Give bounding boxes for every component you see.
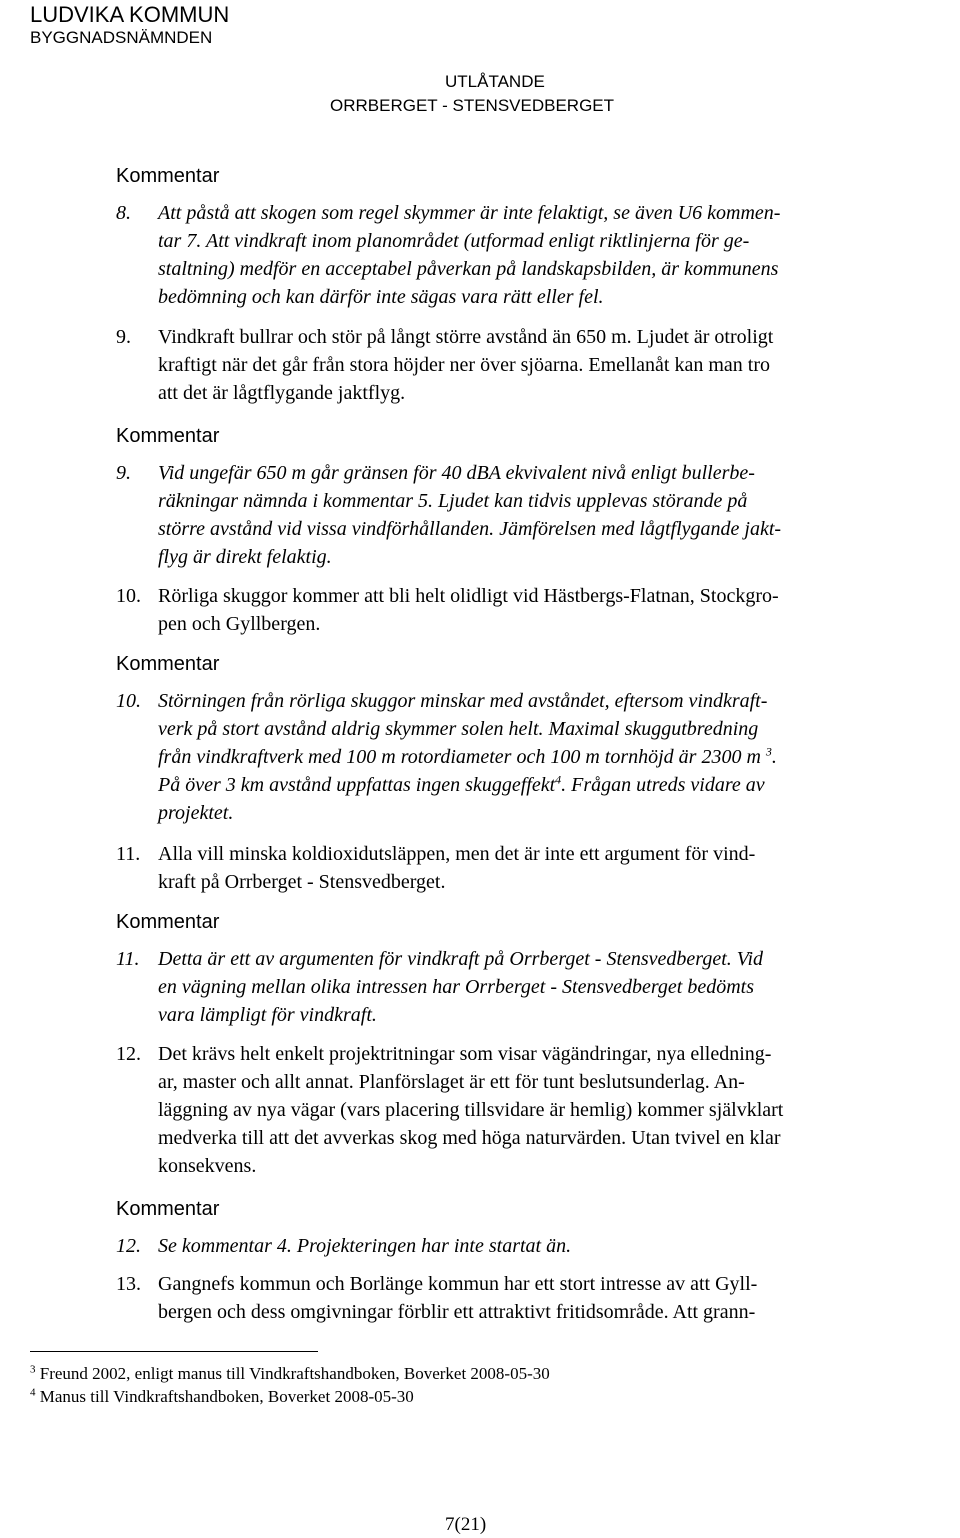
footnote-text: Manus till Vindkraftshandboken, Boverket 2008-05-30 <box>35 1387 414 1406</box>
item-10 <box>116 582 916 638</box>
text-line: Att påstå att skogen som regel skymmer är inte felaktigt, se även U6 kommen- <box>158 202 781 224</box>
footnote-number: 4 <box>30 1386 36 1399</box>
item-number: 13. <box>116 1273 141 1295</box>
item-number: 10. <box>116 585 141 607</box>
text-line: Störningen från rörliga skuggor minskar med avståndet, eftersom vindkraft- <box>158 690 768 712</box>
item-number: 11. <box>116 948 140 970</box>
page-number: 7(21) <box>445 1514 487 1535</box>
text-line: bedömning och kan därför inte sägas vara rätt eller fel. <box>158 286 604 308</box>
footnote <box>30 1387 414 1407</box>
line-text: . <box>771 746 777 768</box>
text-line: verk på stort avstånd aldrig skymmer solen helt. Maximal skuggutbredning <box>158 718 759 740</box>
item-number: 12. <box>116 1043 141 1065</box>
text-line: pen och Gyllbergen. <box>158 613 321 635</box>
text-line: Vid ungefär 650 m går gränsen för 40 dBA ekvivalent nivå enligt bullerbe- <box>158 462 755 484</box>
footnote <box>30 1364 550 1384</box>
comment-12 <box>116 1232 916 1260</box>
text-line: vara lämpligt för vindkraft. <box>158 1004 377 1026</box>
comment-10 <box>116 687 916 827</box>
text-line: Alla vill minska koldioxidutsläppen, men det är inte ett argument för vind- <box>158 843 756 865</box>
text-line: ar, master och allt annat. Planförslaget är ett för tunt beslutsunderlag. An- <box>158 1071 745 1093</box>
text-line: större avstånd vid vissa vindförhållanden. Jämförelsen med lågtflygande jakt- <box>158 518 782 540</box>
text-line: staltning) medför en acceptabel påverkan på landskapsbilden, är kommunens <box>158 258 779 280</box>
item-13 <box>116 1270 916 1326</box>
kommentar-heading: Kommentar <box>116 165 220 187</box>
text-line: Se kommentar 4. Projekteringen har inte startat än. <box>158 1235 572 1257</box>
item-number: 12. <box>116 1235 141 1257</box>
document-type: UTLÅTANDE <box>445 72 545 91</box>
department-name: BYGGNADSNÄMNDEN <box>30 28 213 47</box>
comment-9 <box>116 459 916 571</box>
text-line: läggning av nya vägar (vars placering tillsvidare är hemlig) kommer självklart <box>158 1099 784 1121</box>
text-line: att det är lågtflygande jaktflyg. <box>158 382 406 404</box>
text-line <box>158 743 916 771</box>
kommentar-heading: Kommentar <box>116 653 220 675</box>
item-number: 9. <box>116 462 131 484</box>
text-line: Detta är ett av argumenten för vindkraft på Orrberget - Stensvedberget. Vid <box>158 948 764 970</box>
item-9 <box>116 323 916 407</box>
text-line: kraftigt när det går från stora höjder ner över sjöarna. Emellanåt kan man tro <box>158 354 770 376</box>
text-line: tar 7. Att vindkraft inom planområdet (utformad enligt riktlinjerna för ge- <box>158 230 750 252</box>
organization-name: LUDVIKA KOMMUN <box>30 2 230 27</box>
text-line: bergen och dess omgivningar förblir ett attraktivt fritidsområde. Att grann- <box>158 1301 756 1323</box>
comment-8 <box>116 199 916 311</box>
item-number: 9. <box>116 326 131 348</box>
item-number: 8. <box>116 202 131 224</box>
text-line: konsekvens. <box>158 1155 257 1177</box>
item-11 <box>116 840 916 896</box>
footnote-separator <box>30 1351 318 1352</box>
kommentar-heading: Kommentar <box>116 1198 220 1220</box>
text-line: medverka till att det avverkas skog med höga naturvärden. Utan tvivel en klar <box>158 1127 781 1149</box>
item-number: 11. <box>116 843 141 865</box>
text-line: flyg är direkt felaktig. <box>158 546 332 568</box>
kommentar-heading: Kommentar <box>116 911 220 933</box>
text-line <box>158 771 916 799</box>
item-12 <box>116 1040 916 1180</box>
line-text: . Frågan utreds vidare av <box>561 774 765 796</box>
text-line: Det krävs helt enkelt projektritningar som visar vägändringar, nya elledning- <box>158 1043 772 1065</box>
text-line: en vägning mellan olika intressen har Orrberget - Stensvedberget bedömts <box>158 976 754 998</box>
footnote-number: 3 <box>30 1363 36 1376</box>
footnote-text: Freund 2002, enligt manus till Vindkraftshandboken, Boverket 2008-05-30 <box>35 1364 550 1383</box>
text-line: kraft på Orrberget - Stensvedberget. <box>158 871 446 893</box>
document-subject: ORRBERGET - STENSVEDBERGET <box>330 96 615 115</box>
line-text: På över 3 km avstånd uppfattas ingen skuggeffekt <box>158 774 556 796</box>
text-line: Vindkraft bullrar och stör på långt större avstånd än 650 m. Ljudet är otroligt <box>158 326 774 348</box>
text-line: projektet. <box>158 802 234 824</box>
kommentar-heading: Kommentar <box>116 425 220 447</box>
text-line: Gangnefs kommun och Borlänge kommun har ett stort intresse av att Gyll- <box>158 1273 758 1295</box>
footnote-ref-3: 3 <box>765 744 772 759</box>
text-line: Rörliga skuggor kommer att bli helt olidligt vid Hästbergs-Flatnan, Stockgro- <box>158 585 779 607</box>
text-line: räkningar nämnda i kommentar 5. Ljudet kan tidvis upplevas störande på <box>158 490 748 512</box>
line-text: från vindkraftverk med 100 m rotordiameter och 100 m tornhöjd är 2300 m <box>158 746 766 768</box>
comment-11 <box>116 945 916 1029</box>
item-number: 10. <box>116 690 141 712</box>
footnote-ref-4: 4 <box>555 772 562 787</box>
